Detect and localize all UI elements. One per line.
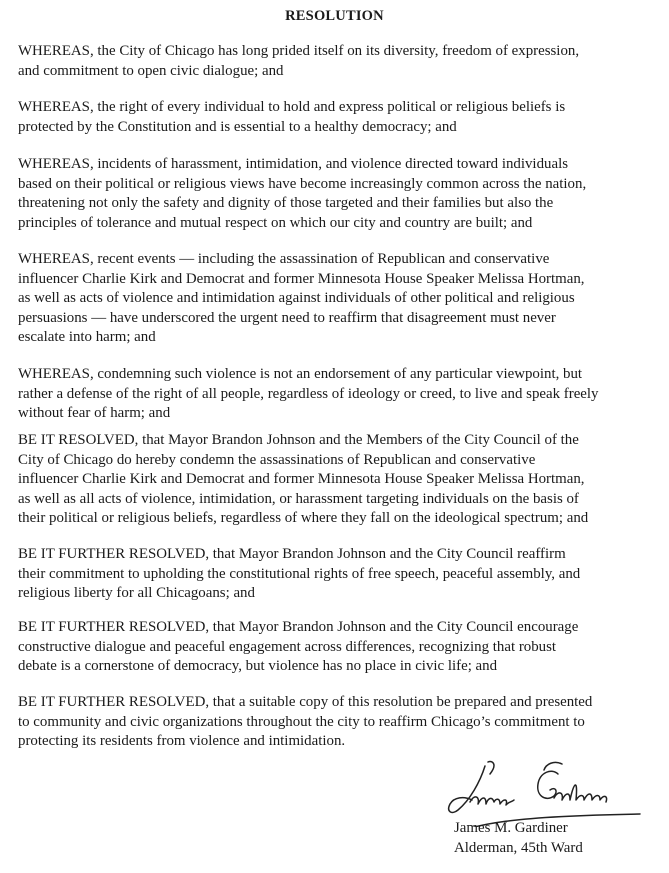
text-line: BE IT FURTHER RESOLVED, that Mayor Brandon Johnson and the City Council encourage [18,619,579,635]
text-line: influencer Charlie Kirk and Democrat and former Minnesota House Speaker Melissa Hortman, [18,471,585,488]
signer-title: Alderman, 45th Ward [454,840,583,856]
handwritten-signature [430,752,655,827]
text-line: without fear of harm; and [18,405,171,422]
paragraph-whereas-1 [18,42,654,81]
text-line: protected by the Constitution and is essential to a healthy democracy; and [18,118,457,135]
text-line: based on their political or religious views have become increasingly common across the nation, [18,175,587,192]
text-line: and commitment to open civic dialogue; and [18,62,284,79]
paragraph-whereas-3 [18,155,654,233]
text-line: debate is a cornerstone of democracy, but violence has no place in civic life; and [18,658,498,675]
text-line: WHEREAS, the right of every individual to hold and express political or religious beliefs is [18,99,566,115]
paragraph-resolved-2 [18,545,654,604]
paragraph-resolved-4 [18,693,654,752]
text-line: escalate into harm; and [18,329,156,346]
text-line: WHEREAS, recent events — including the assassination of Republican and conservative [18,251,550,267]
text-line: threatening not only the safety and dignity of those targeted and their families but also the [18,195,554,212]
paragraph-resolved-1 [18,431,654,529]
paragraph-whereas-2 [18,98,654,137]
text-line: BE IT RESOLVED, that Mayor Brandon Johnson and the Members of the City Council of the [18,432,579,448]
paragraph-resolved-3 [18,618,654,677]
signer-name: James M. Gardiner [454,820,568,836]
paragraph-whereas-4 [18,250,654,348]
text-line: rather a defense of the right of all people, regardless of ideology or creed, to live and speak freely [18,385,599,402]
text-line: religious liberty for all Chicagoans; and [18,585,255,602]
text-line: WHEREAS, the City of Chicago has long prided itself on its diversity, freedom of expression, [18,43,580,59]
text-line: as well as all acts of violence, intimidation, or harassment targeting individuals on the basis of [18,490,579,507]
document-title: RESOLUTION [285,8,384,24]
text-line: their commitment to upholding the constitutional rights of free speech, peaceful assembly, and [18,565,581,582]
text-line: WHEREAS, incidents of harassment, intimidation, and violence directed toward individuals [18,156,569,172]
text-line: influencer Charlie Kirk and Democrat and former Minnesota House Speaker Melissa Hortman, [18,270,585,287]
text-line: protecting its residents from violence and intimidation. [18,733,346,750]
text-line: persuasions — have underscored the urgent need to reaffirm that disagreement must never [18,309,556,326]
text-line: principles of tolerance and mutual respect on which our city and country are built; and [18,214,533,231]
paragraph-whereas-5 [18,365,654,424]
text-line: to community and civic organizations throughout the city to reaffirm Chicago’s commitment to [18,713,585,730]
text-line: their political or religious beliefs, regardless of where they fall on the ideological spectrum; and [18,510,589,527]
text-line: BE IT FURTHER RESOLVED, that a suitable copy of this resolution be prepared and presented [18,694,593,710]
text-line: BE IT FURTHER RESOLVED, that Mayor Brandon Johnson and the City Council reaffirm [18,546,566,562]
text-line: WHEREAS, condemning such violence is not an endorsement of any particular viewpoint, but [18,366,583,382]
signature-block [430,752,655,867]
text-line: City of Chicago do hereby condemn the assassinations of Republican and conservative [18,451,536,468]
text-line: constructive dialogue and peaceful engagement across differences, recognizing that robust [18,638,557,655]
text-line: as well as acts of violence and intimidation against individuals of other political and religious [18,290,575,307]
